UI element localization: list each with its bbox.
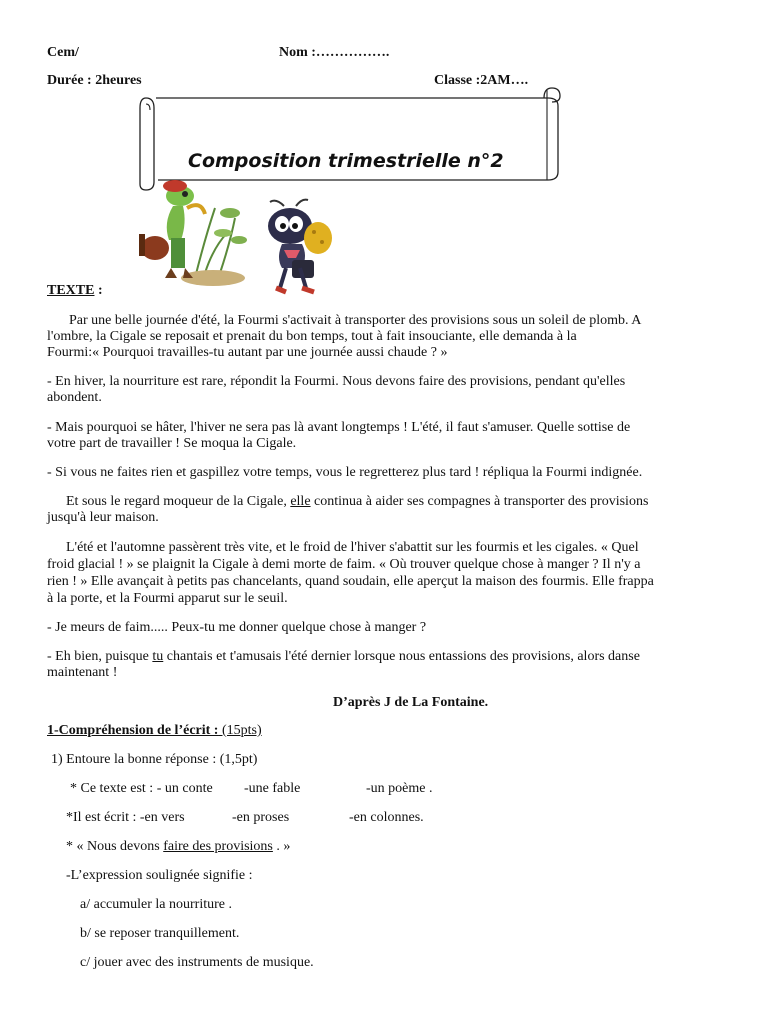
duree-label: Durée : 2heures <box>47 73 142 88</box>
text-p1-line2: l'ombre, la Cigale se reposait et prenait du bon temps, tout à fait insouciante, elle demanda à la <box>47 329 577 344</box>
q1a-option-poeme: -un poème . <box>366 781 433 796</box>
cem-label: Cem/ <box>47 45 79 60</box>
text-p7: - Je meurs de faim..... Peux-tu me donner quelque chose à manger ? <box>47 620 427 635</box>
ant-illustration-icon <box>262 198 337 296</box>
q1c-quote: * « Nous devons faire des provisions . » <box>66 839 291 854</box>
option-b: b/ se reposer tranquillement. <box>80 926 240 941</box>
text-heading: TEXTE : <box>47 283 103 298</box>
text-p6-line2: froid glacial ! » se plaignit la Cigale à demi morte de faim. « Où trouver quelque chose à manger ? Il n'y a <box>47 557 641 572</box>
scroll-banner-shape <box>136 84 564 192</box>
text-p2-line1: - En hiver, la nourriture est rare, répondit la Fourmi. Nous devons faire des provisions, pendant qu'elles <box>47 374 626 389</box>
q1b-option-proses: -en proses <box>232 810 290 825</box>
text-p5-line2: jusqu'à leur maison. <box>47 510 159 525</box>
classe-label: Classe :2AM…. <box>434 73 529 88</box>
question-1: 1) Entoure la bonne réponse : (1,5pt) <box>51 752 258 767</box>
q1b-label: *Il est écrit : -en vers <box>66 810 185 825</box>
text-p2-line2: abondent. <box>47 390 102 405</box>
nom-field: Nom :……………. <box>279 45 390 60</box>
text-p5-line1: Et sous le regard moqueur de la Cigale, elle continua à aider ses compagnes à transporter des provisions <box>66 494 649 509</box>
cicada-illustration-icon <box>135 178 250 288</box>
q1d-prompt: -L’expression soulignée signifie : <box>66 868 253 883</box>
text-p1-line1: Par une belle journée d'été, la Fourmi s'activait à transporter des provisions sous un soleil de plomb. A <box>69 313 642 328</box>
text-p6-line4: à la porte, et la Fourmi apparut sur le seuil. <box>47 591 288 606</box>
q1a-option-fable: -une fable <box>244 781 301 796</box>
option-a: a/ accumuler la nourriture . <box>80 897 232 912</box>
text-p6-line1: L'été et l'automne passèrent très vite, et le froid de l'hiver s'abattit sur les fourmis et les cigales. « Quel <box>66 540 639 555</box>
text-p3-line1: - Mais pourquoi se hâter, l'hiver ne sera pas là avant longtemps ! L'été, il faut s'amuser. Quelle sottise de <box>47 420 631 435</box>
comprehension-heading: 1-Compréhension de l’écrit : (15pts) <box>47 723 262 738</box>
text-p4: - Si vous ne faites rien et gaspillez votre temps, vous le regretterez plus tard ! répliqua la Fourmi indignée. <box>47 465 643 480</box>
text-p8-line1: - Eh bien, puisque tu chantais et t'amusais l'été dernier lorsque nous entassions des provisions, alors danse <box>47 649 640 664</box>
text-p6-line3: rien ! » Elle avançait à petits pas chancelants, quand soudain, elle aperçut la maison des fourmis. Elle frappa <box>47 574 654 589</box>
option-c: c/ jouer avec des instruments de musique. <box>80 955 314 970</box>
text-source: D’après J de La Fontaine. <box>333 695 489 710</box>
text-p1-line3: Fourmi:« Pourquoi travailles-tu autant par une journée aussi chaude ? » <box>47 345 448 360</box>
q1a-label: * Ce texte est : - un conte <box>70 781 213 796</box>
q1b-option-colonnes: -en colonnes. <box>349 810 424 825</box>
text-p8-line2: maintenant ! <box>47 665 118 680</box>
banner-title: Composition trimestrielle n°2 <box>188 150 504 172</box>
text-p3-line2: votre part de travailler ! Se moqua la Cigale. <box>47 436 297 451</box>
